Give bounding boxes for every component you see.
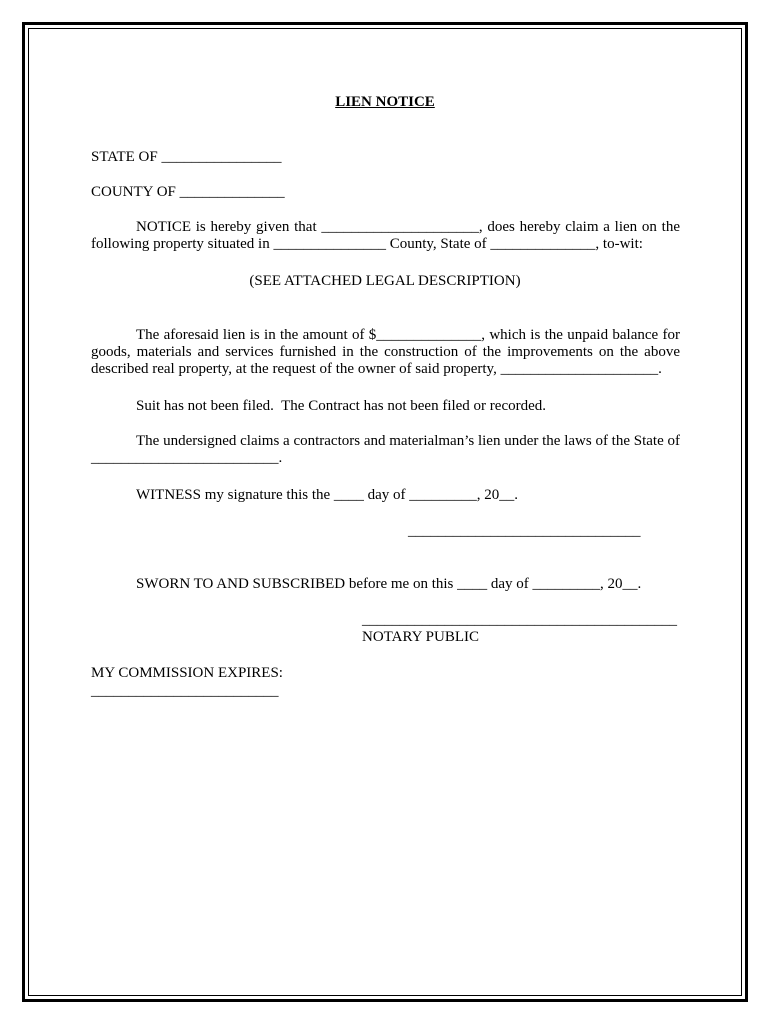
notary-signature-line: __________________________________________ — [362, 612, 677, 628]
amount-paragraph: The aforesaid lien is in the amount of $______________, which is the unpaid balance for goods, materials and services furnished in the construction of the improvements on the above described real property, at the request of the owner of said property, _____________________. — [91, 327, 680, 377]
witness-line: WITNESS my signature this the ____ day of _________, 20__. — [136, 487, 519, 503]
claim-paragraph: The undersigned claims a contractors and materialman’s lien under the laws of the State of _________________________. — [91, 433, 680, 466]
suit-paragraph: Suit has not been filed. The Contract has not been filed or recorded. — [136, 398, 547, 414]
sworn-line: SWORN TO AND SUBSCRIBED before me on this ____ day of _________, 20__. — [136, 576, 642, 592]
commission-expires-label: MY COMMISSION EXPIRES: — [91, 665, 283, 681]
document-title: LIEN NOTICE — [335, 94, 435, 110]
notice-paragraph: NOTICE is hereby given that _____________________, does hereby claim a lien on the following property situated in _______________ County, State of ______________, to-wit: — [91, 219, 680, 252]
signature-line: _______________________________ — [408, 523, 641, 539]
county-field: COUNTY OF ______________ — [91, 184, 285, 200]
commission-expires-line: _________________________ — [91, 683, 279, 699]
notary-public-label: NOTARY PUBLIC — [362, 629, 480, 645]
legal-description: (SEE ATTACHED LEGAL DESCRIPTION) — [249, 273, 521, 289]
state-field: STATE OF ________________ — [91, 149, 282, 165]
